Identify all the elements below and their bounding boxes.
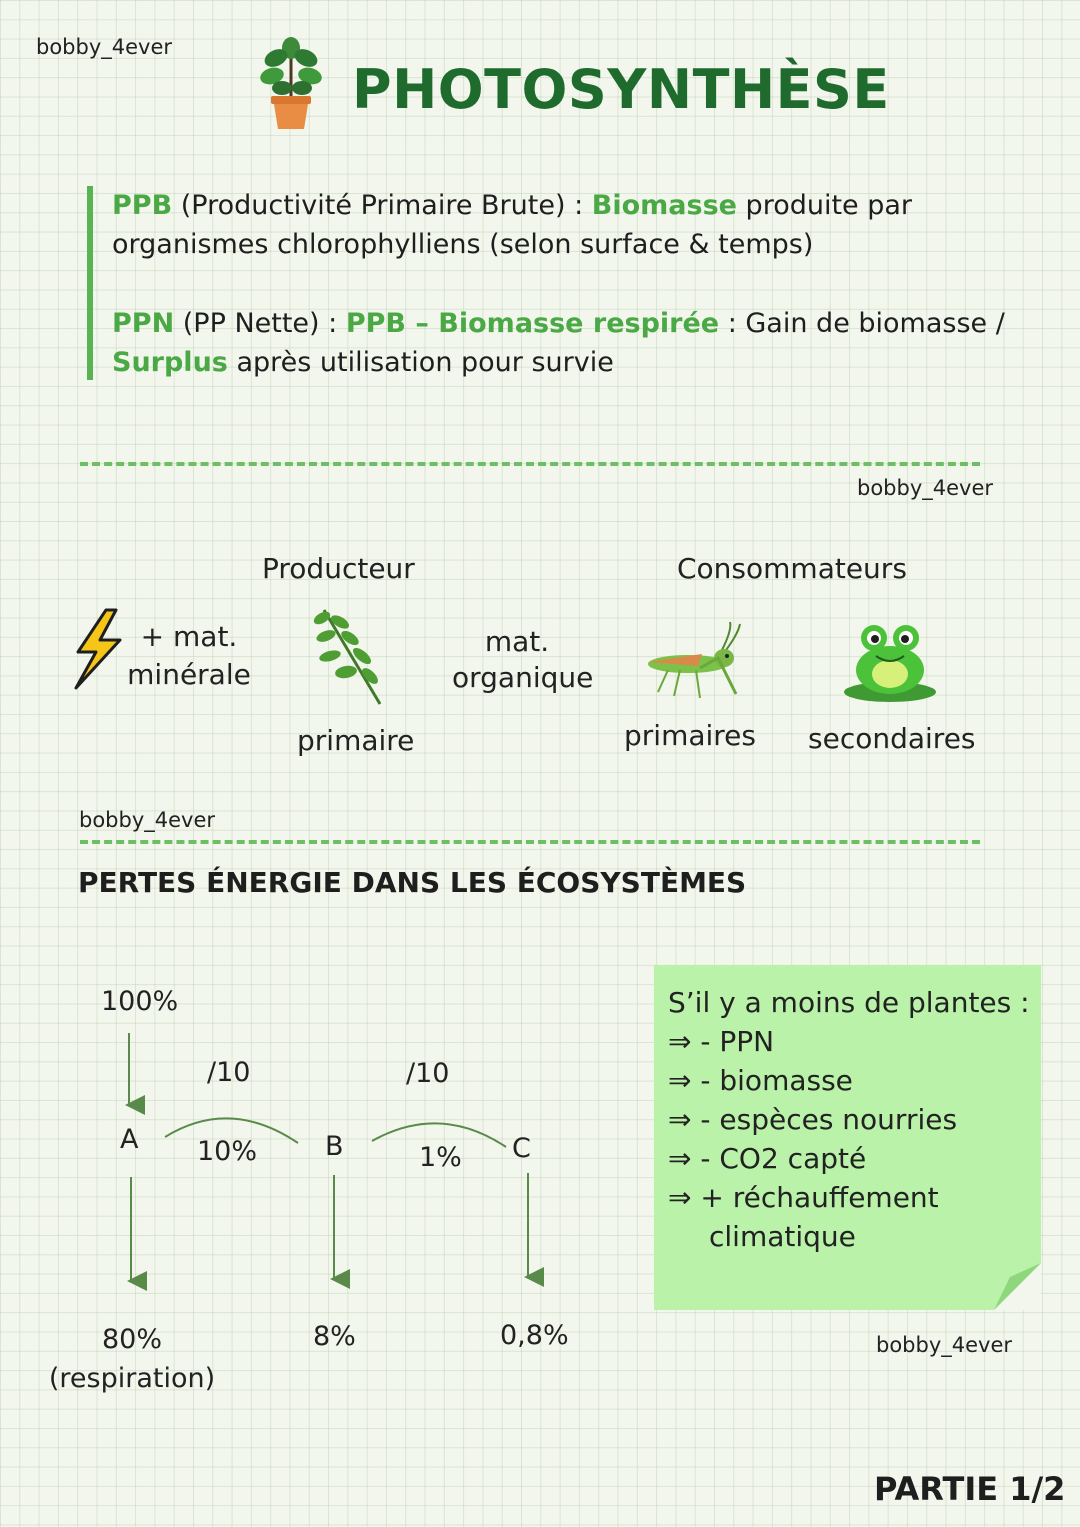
lightning-icon [72,608,126,690]
organic-matter-label: mat. organique [452,625,594,694]
leaf-branch-icon [310,604,388,708]
divide-label: /10 [406,1058,450,1089]
frog-icon [840,618,940,704]
potted-plant-icon [258,36,324,132]
transfer-bc: 1% [419,1142,462,1173]
watermark: bobby_4ever [857,476,994,500]
dashed-divider [80,462,980,466]
loss-a: 80% (respiration) [48,1324,216,1394]
mineral-matter-label: + mat. minérale [127,620,251,691]
primary-consumers-label: primaires [624,719,756,752]
note-item: ⇒ - espèces nourries [668,1103,958,1136]
loss-b: 8% [313,1321,356,1352]
producteur-label: Producteur [262,552,415,585]
note-item: ⇒ - CO2 capté [668,1142,867,1175]
page-label: PARTIE 1/2 [874,1470,1066,1508]
dashed-divider [80,840,980,844]
watermark: bobby_4ever [36,35,173,59]
node-a: A [120,1124,139,1155]
note-item: ⇒ + réchauffement [668,1181,939,1214]
divide-label: /10 [207,1057,251,1088]
note-item-continuation: climatique [709,1220,856,1253]
node-c: C [512,1133,531,1164]
primary-producer-label: primaire [297,724,415,757]
grasshopper-icon [640,620,750,702]
start-energy: 100% [101,986,179,1017]
note-heading: S’il y a moins de plantes : [668,986,1030,1019]
ppb-definition: PPB (Productivité Primaire Brute) : Biomasse produite par organismes chlorophylliens (selon surface & temps) [112,190,913,260]
secondary-consumers-label: secondaires [808,722,976,755]
note-item: ⇒ - PPN [668,1025,775,1058]
section-title: PERTES ÉNERGIE DANS LES ÉCOSYSTÈMES [78,866,747,899]
node-b: B [325,1131,344,1162]
watermark: bobby_4ever [79,808,216,832]
watermark: bobby_4ever [876,1333,1013,1357]
ppn-definition: PPN (PP Nette) : PPB – Biomasse respirée : Gain de biomasse / Surplus après utilisation pour survie [112,308,1005,378]
note-item: ⇒ - biomasse [668,1064,853,1097]
loss-c: 0,8% [500,1320,569,1351]
definition-bar [87,186,93,380]
page-curl-icon [994,1263,1041,1310]
consommateurs-label: Consommateurs [677,552,907,585]
page-title: PHOTOSYNTHÈSE [352,58,890,121]
transfer-ab: 10% [197,1136,258,1167]
note-list [668,1022,957,1256]
